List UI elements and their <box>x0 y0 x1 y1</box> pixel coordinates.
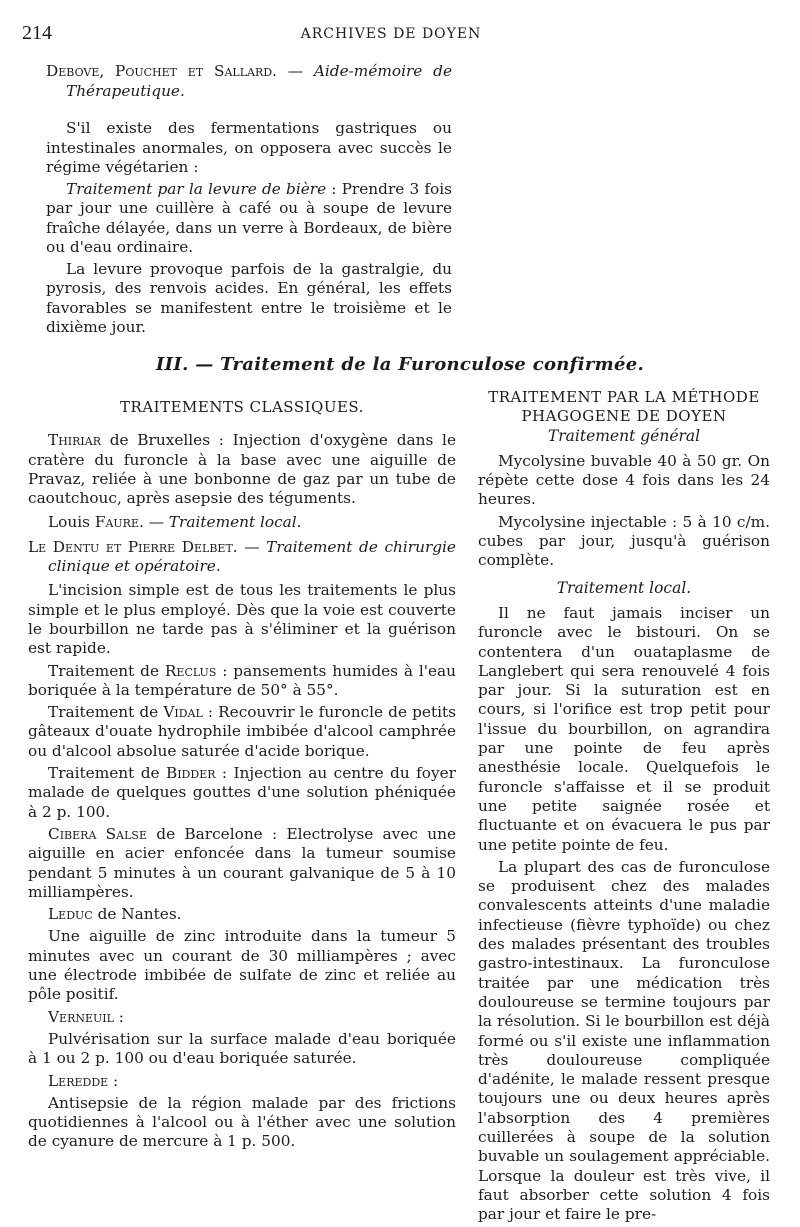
paragraph-incision: L'incision simple est de tous les traitements le plus simple et le plus employé. Dès que la voie est couverte le bourbillon ne tarde pas à s'éliminer et la guérison est rapide. <box>28 581 456 658</box>
page-header <box>22 22 760 46</box>
intro-block <box>46 62 452 348</box>
vidal-prefix: Traitement de <box>48 703 164 722</box>
paragraph-levure <box>46 180 452 258</box>
right-column <box>478 388 770 1227</box>
leduc-text: de Nantes. <box>92 905 182 924</box>
leredde-colon: : <box>108 1071 119 1090</box>
verneuil-description: Pulvérisation sur la surface malade d'eau boriquée à 1 ou 2 p. 100 ou d'eau boriquée saturée. <box>28 1029 456 1068</box>
page-number: 214 <box>22 22 52 44</box>
entry-le-dentu <box>28 538 456 577</box>
bidder-prefix: Traitement de <box>48 764 166 783</box>
verneuil-colon: : <box>113 1007 124 1026</box>
leduc-name: Leduc <box>48 905 93 924</box>
reference-separator: — <box>276 62 314 80</box>
heading-methode-line2: PHAGOGENE DE DOYEN <box>521 407 727 426</box>
bidder-text: : Injection au centre du foyer malade de quelques gouttes d'une solution phéniquée à 2 p. 100. <box>28 764 456 821</box>
reclus-name: Reclus <box>164 661 217 680</box>
paragraph-effets: La levure provoque parfois de la gastralgie, du pyrosis, des renvois acides. En général, les effets favorables se manifestent entre le troisième et le dixième jour. <box>46 259 452 336</box>
levure-title: Traitement par la levure de bière <box>66 179 327 198</box>
vidal-text: : Recouvrir le furoncle de petits gâteaux d'ouate hydrophile imbibée d'alcool camphrée ou d'alcool absolue saturée d'acide borique. <box>28 703 456 760</box>
reclus-prefix: Traitement de <box>48 661 165 680</box>
thiriar-text: de Bruxelles : Injection d'oxygène dans le cratère du furoncle à la base avec une aiguille de Pravaz, reliée à une bonbonne de gaz par un tube de caoutchouc, après asepsie des téguments. <box>28 431 456 508</box>
dentu-separator: . — <box>232 537 267 556</box>
paragraph-fermentations: S'il existe des fermentations gastriques ou intestinales anormales, on opposera avec succès le régime végétarien : <box>46 119 452 176</box>
heading-methode-line1: TRAITEMENT PAR LA MÉTHODE <box>488 388 760 406</box>
faure-name: Faure <box>94 513 139 532</box>
mycolysine-injectable: Mycolysine injectable : 5 à 10 c/m. cubes par jour, jusqu'à guérison complète. <box>478 512 770 570</box>
faure-title: Traitement local. <box>168 513 302 532</box>
mycolysine-buvable: Mycolysine buvable 40 à 50 gr. On répète cette dose 4 fois dans les 24 heures. <box>478 451 770 509</box>
reference-authors: Debove, Pouchet et Sallard. <box>46 62 277 80</box>
leredde-name: Leredde <box>48 1071 109 1090</box>
leredde-description: Antisepsie de la région malade par des frictions quotidiennes à l'alcool ou à l'éther avec une solution de cyanure de mercure à 1 p. 500. <box>28 1093 456 1151</box>
levure-text: : Prendre 3 fois par jour une cuillère à café ou à soupe de levure fraîche délayée, dans un verre à Bordeaux, de bière ou d'eau ordinaire. <box>46 179 452 256</box>
entry-bidder <box>28 764 456 822</box>
entry-verneuil <box>28 1008 456 1027</box>
entry-faure <box>28 513 456 532</box>
entry-vidal <box>28 703 456 761</box>
paragraph-plupart: La plupart des cas de furonculose se produisent chez des malades convalescents atteints d'une maladie infectieuse (fièvre typhoïde) ou chez des malades présentant des troubles gastro-intestinaux. La furonculose traitée par une médication très douloureuse se termine toujours par la résolution. Si le bourbillon est déjà formé ou s'il existe une inflammation très douloureuse compliquée d'adénite, le malade ressent presque toujours une ou deux heures après l'absorption des 4 premières cuillerées à soupe de la solution buvable un soulagement appréciable. Lorsque la douleur est très vive, il faut absorber cette solution 4 fois par jour et faire le pre- <box>478 857 770 1224</box>
paragraph-local: Il ne faut jamais inciser un furoncle avec le bistouri. On se contentera d'un ouataplasme de Langlebert qui sera renouvelé 4 fois par jour. Si la suturation est en cours, si l'orifice est trop petit pour l'issue du bourbillon, on agrandira par une pointe de feu après anesthésie locale. Quelquefois le furoncle s'affaisse et il se produit une petite saignée rosée et fluctuante et on évacuera le pus par une petite pointe de feu. <box>478 603 770 854</box>
cibera-name: Cibera Salse <box>48 824 147 843</box>
thiriar-name: Thiriar <box>48 431 101 450</box>
entry-cibera-salse <box>28 825 456 902</box>
reference-title: Aide-mémoire de Thérapeutique. <box>66 62 452 100</box>
vidal-name: Vidal <box>163 703 203 722</box>
running-title: ARCHIVES DE DOYEN <box>300 26 482 42</box>
faure-prefix: Louis <box>48 513 95 532</box>
entry-leredde <box>28 1072 456 1091</box>
bidder-name: Bidder <box>165 764 216 783</box>
entry-thiriar <box>28 431 456 508</box>
dentu-title: Traitement de chirurgie clinique et opératoire. <box>48 537 456 576</box>
traitement-local-title: Traitement local. <box>556 578 692 597</box>
leduc-description: Une aiguille de zinc introduite dans la tumeur 5 minutes avec un courant de 30 milliampères ; avec une électrode imbibée de sulfate de zinc et reliée au pôle positif. <box>28 927 456 1004</box>
dentu-names: Le Dentu et Pierre Delbet <box>28 537 233 556</box>
section-title: III. — Traitement de la Furonculose confirmée. <box>155 354 645 375</box>
verneuil-name: Verneuil <box>48 1007 114 1026</box>
reclus-text: : pansements humides à l'eau boriquée à la température de 50° à 55°. <box>28 661 457 699</box>
faure-separator: . — <box>138 513 169 532</box>
traitement-general-title: Traitement général <box>547 426 701 445</box>
reference-line <box>46 62 452 101</box>
cibera-text: de Barcelone : Electrolyse avec une aiguille en acier enfoncée dans la tumeur soumise pendant 5 minutes à un courant galvanique de 5 à 10 milliampères. <box>28 824 456 901</box>
entry-reclus <box>28 662 456 701</box>
heading-traitements-classiques: TRAITEMENTS CLASSIQUES. <box>120 398 364 416</box>
entry-leduc <box>28 905 456 924</box>
left-column <box>28 398 456 1155</box>
